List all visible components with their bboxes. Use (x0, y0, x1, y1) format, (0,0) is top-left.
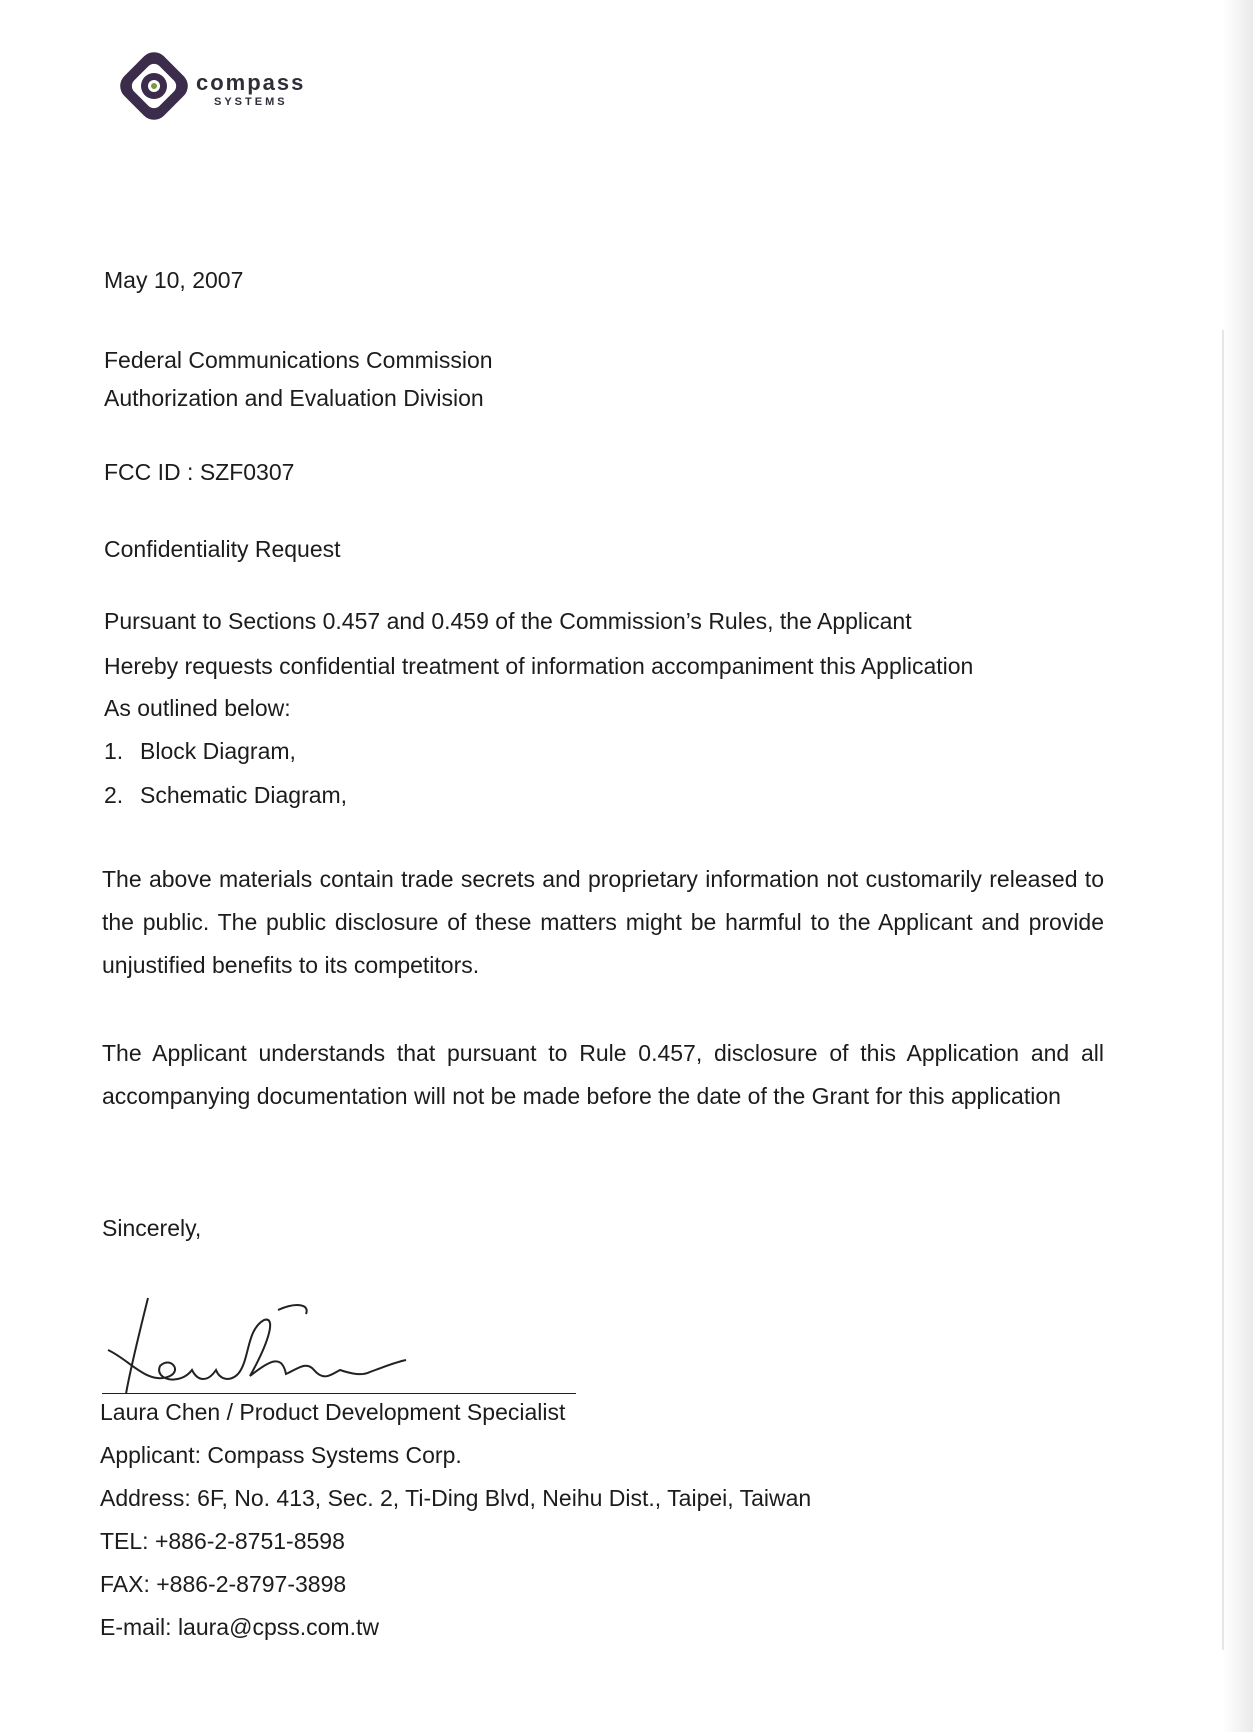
subject-line: Confidentiality Request (104, 536, 341, 562)
closing: Sincerely, (102, 1215, 202, 1241)
company-logo (112, 44, 352, 128)
fax: FAX: +886-2-8797-3898 (100, 1571, 347, 1597)
compass-logo-icon (112, 44, 196, 128)
recipient-line-1: Federal Communications Commission (104, 347, 493, 373)
intro-line-1: Pursuant to Sections 0.457 and 0.459 of the Commission’s Rules, the Applicant (104, 608, 912, 634)
list-item-text: Block Diagram, (140, 738, 296, 764)
recipient-line-2: Authorization and Evaluation Division (104, 385, 484, 411)
list-item (104, 781, 347, 809)
body-paragraph-1: The above materials contain trade secrets and proprietary information not customarily released to the public. The public disclosure of these matters might be harmful to the Applicant and provide unjustified benefits to its competitors. (102, 866, 1104, 978)
intro-line-2: Hereby requests confidential treatment of information accompaniment this Application (104, 653, 974, 679)
scan-edge-shadow (1223, 0, 1253, 1732)
list-item-number: 2. (104, 782, 124, 808)
intro-line-3: As outlined below: (104, 695, 291, 721)
letter-date: May 10, 2007 (104, 267, 244, 293)
applicant-address: Address: 6F, No. 413, Sec. 2, Ti-Ding Blvd, Neihu Dist., Taipei, Taiwan (100, 1485, 812, 1511)
body-paragraph-2: The Applicant understands that pursuant to Rule 0.457, disclosure of this Application and all accompanying documentation will not be made before the date of the Grant for this application (102, 1040, 1104, 1109)
list-item-number: 1. (104, 738, 124, 764)
signer-name-title: Laura Chen / Product Development Specialist (100, 1399, 566, 1425)
logo-wordmark: compass (196, 70, 306, 95)
logo-subtitle: SYSTEMS (214, 96, 288, 108)
applicant-name: Applicant: Compass Systems Corp. (100, 1442, 462, 1468)
handwritten-signature (100, 1290, 520, 1400)
fcc-id: FCC ID : SZF0307 (104, 459, 295, 485)
scan-fold-line (1222, 330, 1224, 1650)
telephone: TEL: +886-2-8751-8598 (100, 1528, 345, 1554)
list-item (104, 737, 296, 765)
list-item-text: Schematic Diagram, (140, 782, 348, 808)
email: E-mail: laura@cpss.com.tw (100, 1614, 379, 1640)
signature-line (102, 1393, 576, 1394)
